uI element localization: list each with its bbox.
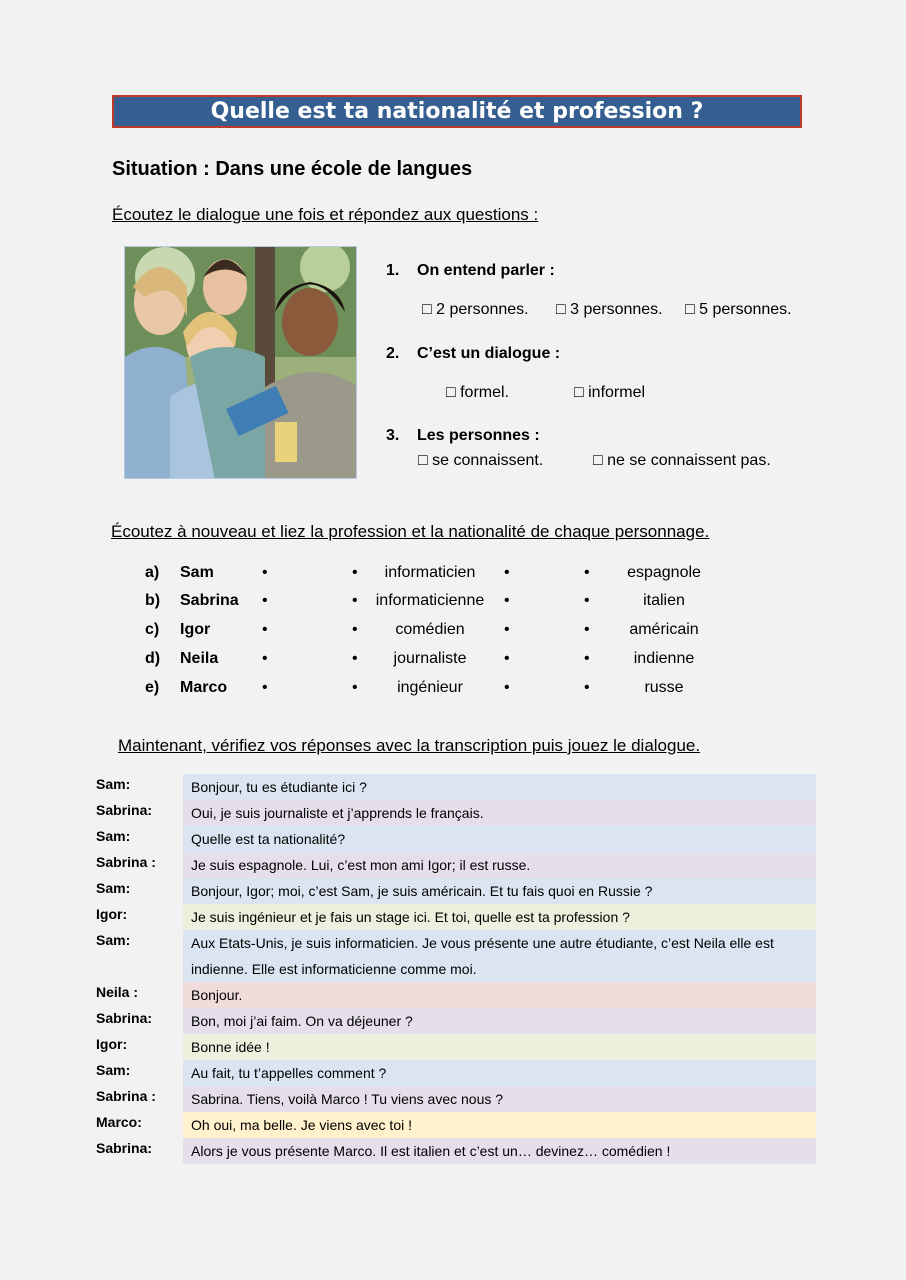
instruction-verify: Maintenant, vérifiez vos réponses avec la transcription puis jouez le dialogue. <box>118 736 701 755</box>
match-profession: ingénieur <box>397 679 463 696</box>
match-dot-name[interactable]: • <box>262 592 268 609</box>
dialogue-line <box>96 800 816 826</box>
dialogue-line <box>96 1138 816 1164</box>
dialogue-speaker: Sam: <box>96 776 131 792</box>
question-1-text: On entend parler : <box>417 262 555 279</box>
match-row <box>0 621 906 649</box>
dialogue-text: Aux Etats-Unis, je suis informaticien. Je vous présente une autre étudiante, c’est Neila elle est indienne. Elle est informaticienne comme moi. <box>183 930 816 982</box>
dialogue-text: Bon, moi j’ai faim. On va déjeuner ? <box>183 1008 816 1034</box>
option-5-personnes[interactable]: □ 5 personnes. <box>685 301 792 318</box>
dialogue-text: Bonjour. <box>183 982 816 1008</box>
match-nationality: espagnole <box>627 564 701 581</box>
match-dot-prof-left[interactable]: • <box>352 564 358 581</box>
dialogue-speaker: Sam: <box>96 932 131 948</box>
match-name: Neila <box>180 650 219 667</box>
option-ne-se-connaissent-pas[interactable]: □ ne se connaissent pas. <box>593 452 771 469</box>
dialogue-line <box>96 1086 816 1112</box>
match-name: Igor <box>180 621 211 638</box>
dialogue-speaker: Sabrina : <box>96 854 156 870</box>
question-2-number: 2. <box>386 345 400 362</box>
title-banner <box>112 95 802 128</box>
match-dot-name[interactable]: • <box>262 564 268 581</box>
match-dot-name[interactable]: • <box>262 679 268 696</box>
match-dot-prof-left[interactable]: • <box>352 592 358 609</box>
dialogue-speaker: Igor: <box>96 906 128 922</box>
dialogue-text: Bonjour, Igor; moi, c’est Sam, je suis américain. Et tu fais quoi en Russie ? <box>183 878 816 904</box>
match-dot-prof-right[interactable]: • <box>504 679 510 696</box>
dialogue-text: Bonne idée ! <box>183 1034 816 1060</box>
page-title: Quelle est ta nationalité et profession ? <box>210 99 704 124</box>
match-row <box>0 564 906 592</box>
dialogue-speaker: Igor: <box>96 1036 128 1052</box>
match-profession: comédien <box>395 621 465 638</box>
match-dot-nationality[interactable]: • <box>584 621 590 638</box>
dialogue-text: Oh oui, ma belle. Je viens avec toi ! <box>183 1112 816 1138</box>
dialogue-line <box>96 982 816 1008</box>
dialogue-line <box>96 826 816 852</box>
option-formel[interactable]: □ formel. <box>446 384 510 401</box>
dialogue-speaker: Neila : <box>96 984 139 1000</box>
dialogue-speaker: Sabrina: <box>96 1140 153 1156</box>
question-1-number: 1. <box>386 262 400 279</box>
match-dot-prof-right[interactable]: • <box>504 564 510 581</box>
question-3-number: 3. <box>386 427 400 444</box>
match-dot-nationality[interactable]: • <box>584 564 590 581</box>
dialogue-transcript <box>96 774 816 1164</box>
situation-heading: Situation : Dans une école de langues <box>112 158 473 180</box>
match-nationality: indienne <box>633 650 695 667</box>
instruction-listen-once: Écoutez le dialogue une fois et répondez aux questions : <box>112 205 539 224</box>
dialogue-line <box>96 904 816 930</box>
match-dot-nationality[interactable]: • <box>584 679 590 696</box>
match-dot-prof-left[interactable]: • <box>352 679 358 696</box>
dialogue-line <box>96 878 816 904</box>
match-row <box>0 592 906 620</box>
match-name: Sabrina <box>180 592 239 609</box>
match-nationality: russe <box>644 679 684 696</box>
dialogue-speaker: Sabrina : <box>96 1088 156 1104</box>
dialogue-line <box>96 1112 816 1138</box>
match-dot-prof-left[interactable]: • <box>352 621 358 638</box>
dialogue-text: Je suis espagnole. Lui, c’est mon ami Igor; il est russe. <box>183 852 816 878</box>
dialogue-speaker: Sam: <box>96 880 131 896</box>
match-letter: a) <box>145 564 160 581</box>
dialogue-line <box>96 774 816 800</box>
match-dot-prof-left[interactable]: • <box>352 650 358 667</box>
match-letter: e) <box>145 679 160 696</box>
match-letter: c) <box>145 621 160 638</box>
match-letter: b) <box>145 592 161 609</box>
dialogue-speaker: Sam: <box>96 828 131 844</box>
dialogue-text: Je suis ingénieur et je fais un stage ici. Et toi, quelle est ta profession ? <box>183 904 816 930</box>
option-2-personnes[interactable]: □ 2 personnes. <box>422 301 529 318</box>
match-dot-nationality[interactable]: • <box>584 650 590 667</box>
match-nationality: italien <box>643 592 685 609</box>
dialogue-text: Bonjour, tu es étudiante ici ? <box>183 774 816 800</box>
question-3-text: Les personnes : <box>417 427 540 444</box>
match-dot-name[interactable]: • <box>262 621 268 638</box>
dialogue-line <box>96 852 816 878</box>
match-row <box>0 679 906 707</box>
match-dot-nationality[interactable]: • <box>584 592 590 609</box>
match-name: Sam <box>180 564 214 581</box>
dialogue-line <box>96 930 816 982</box>
match-row <box>0 650 906 678</box>
dialogue-text: Sabrina. Tiens, voilà Marco ! Tu viens avec nous ? <box>183 1086 816 1112</box>
match-dot-prof-right[interactable]: • <box>504 621 510 638</box>
dialogue-line <box>96 1034 816 1060</box>
match-name: Marco <box>180 679 228 696</box>
match-nationality: américain <box>629 621 699 638</box>
dialogue-speaker: Marco: <box>96 1114 142 1130</box>
match-dot-prof-right[interactable]: • <box>504 650 510 667</box>
dialogue-speaker: Sabrina: <box>96 1010 153 1026</box>
dialogue-speaker: Sabrina: <box>96 802 153 818</box>
option-se-connaissent[interactable]: □ se connaissent. <box>418 452 544 469</box>
match-profession: journaliste <box>393 650 467 667</box>
option-informel[interactable]: □ informel <box>574 384 646 401</box>
option-3-personnes[interactable]: □ 3 personnes. <box>556 301 663 318</box>
dialogue-line <box>96 1008 816 1034</box>
dialogue-text: Au fait, tu t’appelles comment ? <box>183 1060 816 1086</box>
instruction-match: Écoutez à nouveau et liez la profession et la nationalité de chaque personnage. <box>111 522 710 541</box>
dialogue-text: Alors je vous présente Marco. Il est italien et c’est un… devinez… comédien ! <box>183 1138 816 1164</box>
dialogue-text: Quelle est ta nationalité? <box>183 826 816 852</box>
dialogue-speaker: Sam: <box>96 1062 131 1078</box>
dialogue-line <box>96 1060 816 1086</box>
match-dot-prof-right[interactable]: • <box>504 592 510 609</box>
match-dot-name[interactable]: • <box>262 650 268 667</box>
question-2-text: C’est un dialogue : <box>417 345 561 362</box>
match-profession: informaticien <box>384 564 476 581</box>
match-letter: d) <box>145 650 161 667</box>
dialogue-text: Oui, je suis journaliste et j’apprends le français. <box>183 800 816 826</box>
students-photo <box>124 246 357 479</box>
match-profession: informaticienne <box>375 592 485 609</box>
